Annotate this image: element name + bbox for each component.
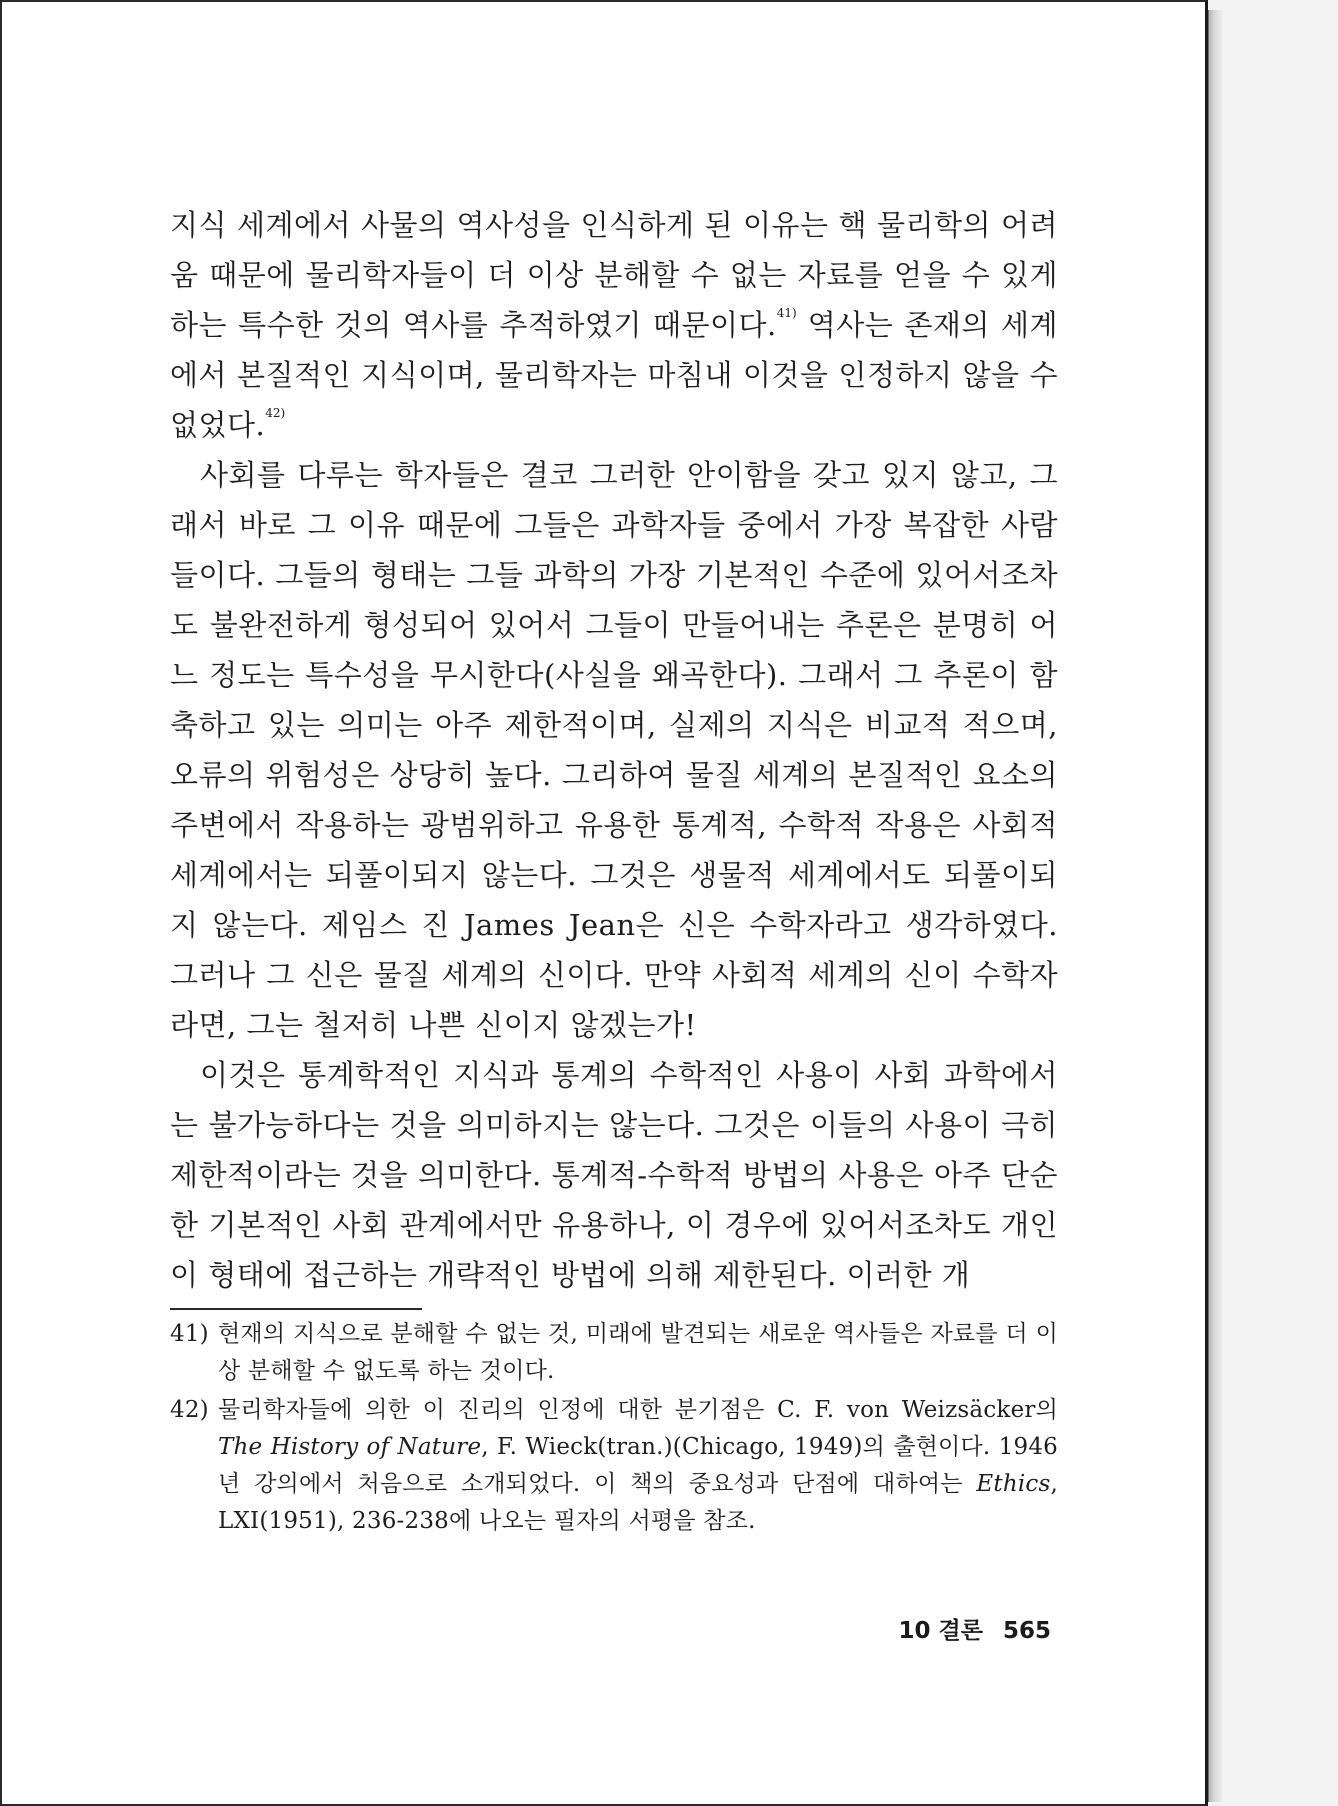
paragraph-1 bbox=[170, 200, 1058, 450]
footnote-number: 41) bbox=[170, 1321, 209, 1347]
journal-title: Ethics bbox=[976, 1471, 1051, 1497]
page-edge-shadow bbox=[1208, 10, 1223, 1802]
paragraph-1-continued: 역사는 존재의 세계에서 본질적인 지식이며, 물리학자는 마침내 이것을 인정하지 않을 수 없었다. bbox=[170, 308, 1058, 442]
page-number: 565 bbox=[1002, 1618, 1051, 1644]
footnote-text: 현재의 지식으로 분해할 수 없는 것, 미래에 발견되는 새로운 역사들은 자료를 더 이상 분해할 수 없도록 하는 것이다. bbox=[218, 1321, 1058, 1384]
running-footer bbox=[899, 1612, 1051, 1645]
footnote-separator bbox=[170, 1308, 422, 1310]
main-text bbox=[170, 200, 1058, 1300]
book-title: The History of Nature bbox=[218, 1434, 482, 1460]
footnote-text-mid: , F. Wieck(tran.)(Chicago, 1949)의 출현이다. 1946년 강의에서 처음으로 소개되었다. 이 책의 중요성과 단점에 대하여는 bbox=[218, 1434, 1058, 1497]
footnote-ref-41[interactable]: 41) bbox=[776, 306, 797, 320]
paragraph-1-text: 지식 세계에서 사물의 역사성을 인식하게 된 이유는 핵 물리학의 어려움 때문에 물리학자들이 더 이상 분해할 수 없는 자료를 얻을 수 있게 하는 특수한 것의 역사를 추적하였기 때문이다. bbox=[170, 208, 1058, 342]
chapter-label: 10 결론 bbox=[898, 1618, 983, 1644]
footnote-ref-42[interactable]: 42) bbox=[265, 406, 286, 420]
footnote-41 bbox=[170, 1316, 1058, 1390]
footnotes bbox=[170, 1316, 1058, 1542]
footnote-42 bbox=[170, 1392, 1058, 1540]
paragraph-2: 사회를 다루는 학자들은 결코 그러한 안이함을 갖고 있지 않고, 그래서 바로 그 이유 때문에 그들은 과학자들 중에서 가장 복잡한 사람들이다. 그들의 형태는 그들 과학의 가장 기본적인 수준에 있어서조차도 불완전하게 형성되어 있어서 그들이 만들어내는 추론은 분명히 어느 정도는 특수성을 무시한다(사실을 왜곡한다). 그래서 그 추론이 함축하고 있는 의미는 아주 제한적이며, 실제의 지식은 비교적 적으며, 오류의 위험성은 상당히 높다. 그리하여 물질 세계의 본질적인 요소의 주변에서 작용하는 광범위하고 유용한 통계적, 수학적 작용은 사회적 세계에서는 되풀이되지 않는다. 그것은 생물적 세계에서도 되풀이되지 않는다. 제임스 진 James Jean은 신은 수학자라고 생각하였다. 그러나 그 신은 물질 세계의 신이다. 만약 사회적 세계의 신이 수학자라면, 그는 철저히 나쁜 신이지 않겠는가! bbox=[170, 458, 1058, 1042]
footnote-text-lead: 물리학자들에 의한 이 진리의 인정에 대한 분기점은 C. F. von Weizsäcker의 bbox=[218, 1397, 1058, 1423]
paragraph-3: 이것은 통계학적인 지식과 통계의 수학적인 사용이 사회 과학에서는 불가능하다는 것을 의미하지는 않는다. 그것은 이들의 사용이 극히 제한적이라는 것을 의미한다. 통계적-수학적 방법의 사용은 아주 단순한 기본적인 사회 관계에서만 유용하나, 이 경우에 있어서조차도 개인이 형태에 접근하는 개략적인 방법에 의해 제한된다. 이러한 개 bbox=[170, 1058, 1058, 1292]
footnote-number: 42) bbox=[170, 1397, 209, 1423]
footnote-text-tail: , LXI(1951), 236-238에 나오는 필자의 서평을 참조. bbox=[218, 1471, 1058, 1534]
